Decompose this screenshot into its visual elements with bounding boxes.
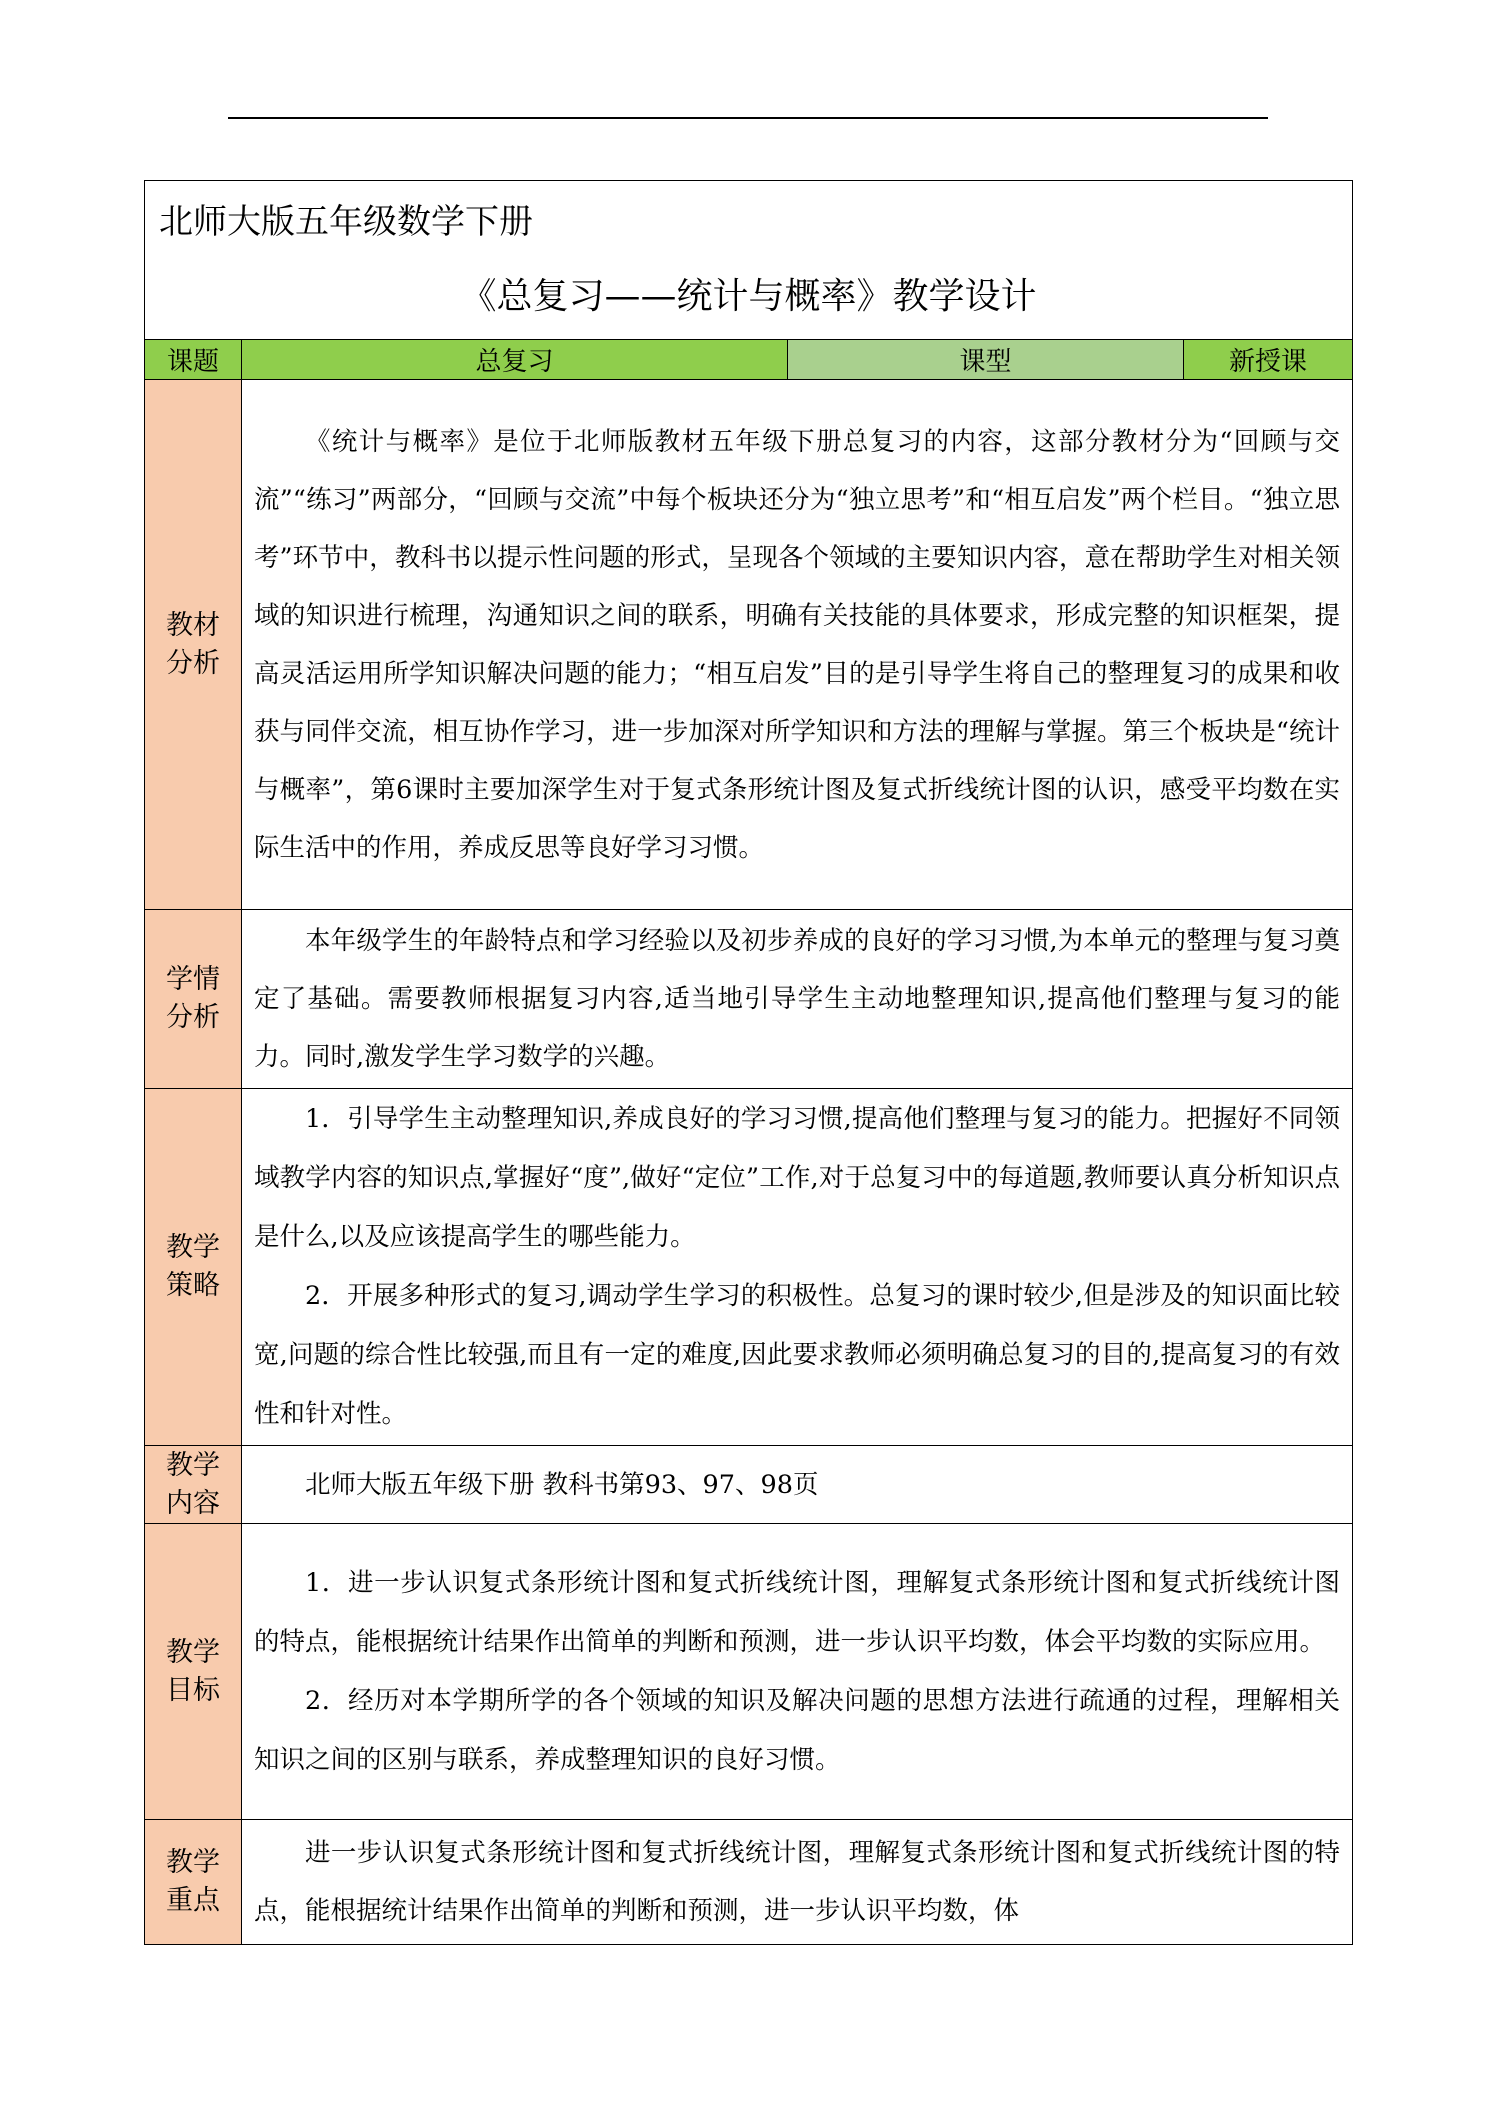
section-label: 教学策略 xyxy=(145,1089,242,1446)
section-content xyxy=(242,910,1353,1089)
section-row-key-points xyxy=(145,1820,1353,1945)
header-rule xyxy=(228,117,1268,119)
paragraph: 2．经历对本学期所学的各个领域的知识及解决问题的思想方法进行疏通的过程，理解相关知识之间的区别与联系，养成整理知识的良好习惯。 xyxy=(254,1685,1340,1775)
paragraph: 本年级学生的年龄特点和学习经验以及初步养成的良好的学习习惯,为本单元的整理与复习奠定了基础。需要教师根据复习内容,适当地引导学生主动地整理知识,提高他们整理与复习的能力。同时,激发学生学习数学的兴趣。 xyxy=(254,926,1340,1072)
paragraph: 2．开展多种形式的复习,调动学生学习的积极性。总复习的课时较少,但是涉及的知识面比较宽,问题的综合性比较强,而且有一定的难度,因此要求教师必须明确总复习的目的,提高复习的有效性和针对性。 xyxy=(254,1281,1340,1429)
section-label: 学情分析 xyxy=(145,910,242,1089)
section-label: 教材分析 xyxy=(145,380,242,910)
document-title: 北师大版五年级数学下册 xyxy=(159,202,533,242)
paragraph: 1．引导学生主动整理知识,养成良好的学习习惯,提高他们整理与复习的能力。把握好不同领域教学内容的知识点,掌握好“度”,做好“定位”工作,对于总复习中的每道题,教师要认真分析知识点是什么,以及应该提高学生的哪些能力。 xyxy=(254,1104,1340,1252)
section-row-goals xyxy=(145,1524,1353,1820)
section-row-materials xyxy=(145,380,1353,910)
topic-label: 课题 xyxy=(145,340,242,380)
topic-value: 总复习 xyxy=(242,340,788,380)
section-content xyxy=(242,380,1353,910)
paragraph: 北师大版五年级下册 教科书第93、97、98页 xyxy=(305,1469,819,1500)
type-label: 课型 xyxy=(788,340,1184,380)
paragraph: 1．进一步认识复式条形统计图和复式折线统计图，理解复式条形统计图和复式折线统计图的特点，能根据统计结果作出简单的判断和预测，进一步认识平均数，体会平均数的实际应用。 xyxy=(254,1567,1340,1657)
section-content xyxy=(242,1089,1353,1446)
section-content xyxy=(242,1446,1353,1524)
section-content xyxy=(242,1524,1353,1820)
section-label: 教学目标 xyxy=(145,1524,242,1820)
section-row-students xyxy=(145,910,1353,1089)
section-label: 教学内容 xyxy=(145,1446,242,1524)
title-cell xyxy=(145,181,1353,340)
type-value: 新授课 xyxy=(1184,340,1353,380)
lesson-plan-table xyxy=(144,180,1353,1945)
section-row-strategy xyxy=(145,1089,1353,1446)
section-label: 教学重点 xyxy=(145,1820,242,1945)
title-row xyxy=(145,181,1353,340)
paragraph: 《统计与概率》是位于北师版教材五年级下册总复习的内容，这部分教材分为“回顾与交流”“练习”两部分，“回顾与交流”中每个板块还分为“独立思考”和“相互启发”两个栏目。“独立思考”环节中，教科书以提示性问题的形式，呈现各个领域的主要知识内容，意在帮助学生对相关领域的知识进行梳理，沟通知识之间的联系，明确有关技能的具体要求，形成完整的知识框架，提高灵活运用所学知识解决问题的能力；“相互启发”目的是引导学生将自己的整理复习的成果和收获与同伴交流，相互协作学习，进一步加深对所学知识和方法的理解与掌握。第三个板块是“统计与概率”，第6课时主要加深学生对于复式条形统计图及复式折线统计图的认识，感受平均数在实际生活中的作用，养成反思等良好学习习惯。 xyxy=(254,426,1340,863)
paragraph: 进一步认识复式条形统计图和复式折线统计图，理解复式条形统计图和复式折线统计图的特点，能根据统计结果作出简单的判断和预测，进一步认识平均数，体 xyxy=(254,1838,1340,1926)
section-content xyxy=(242,1820,1353,1945)
section-row-content xyxy=(145,1446,1353,1524)
document-subtitle: 《总复习——统计与概率》教学设计 xyxy=(460,276,1037,317)
topic-row xyxy=(145,340,1353,380)
